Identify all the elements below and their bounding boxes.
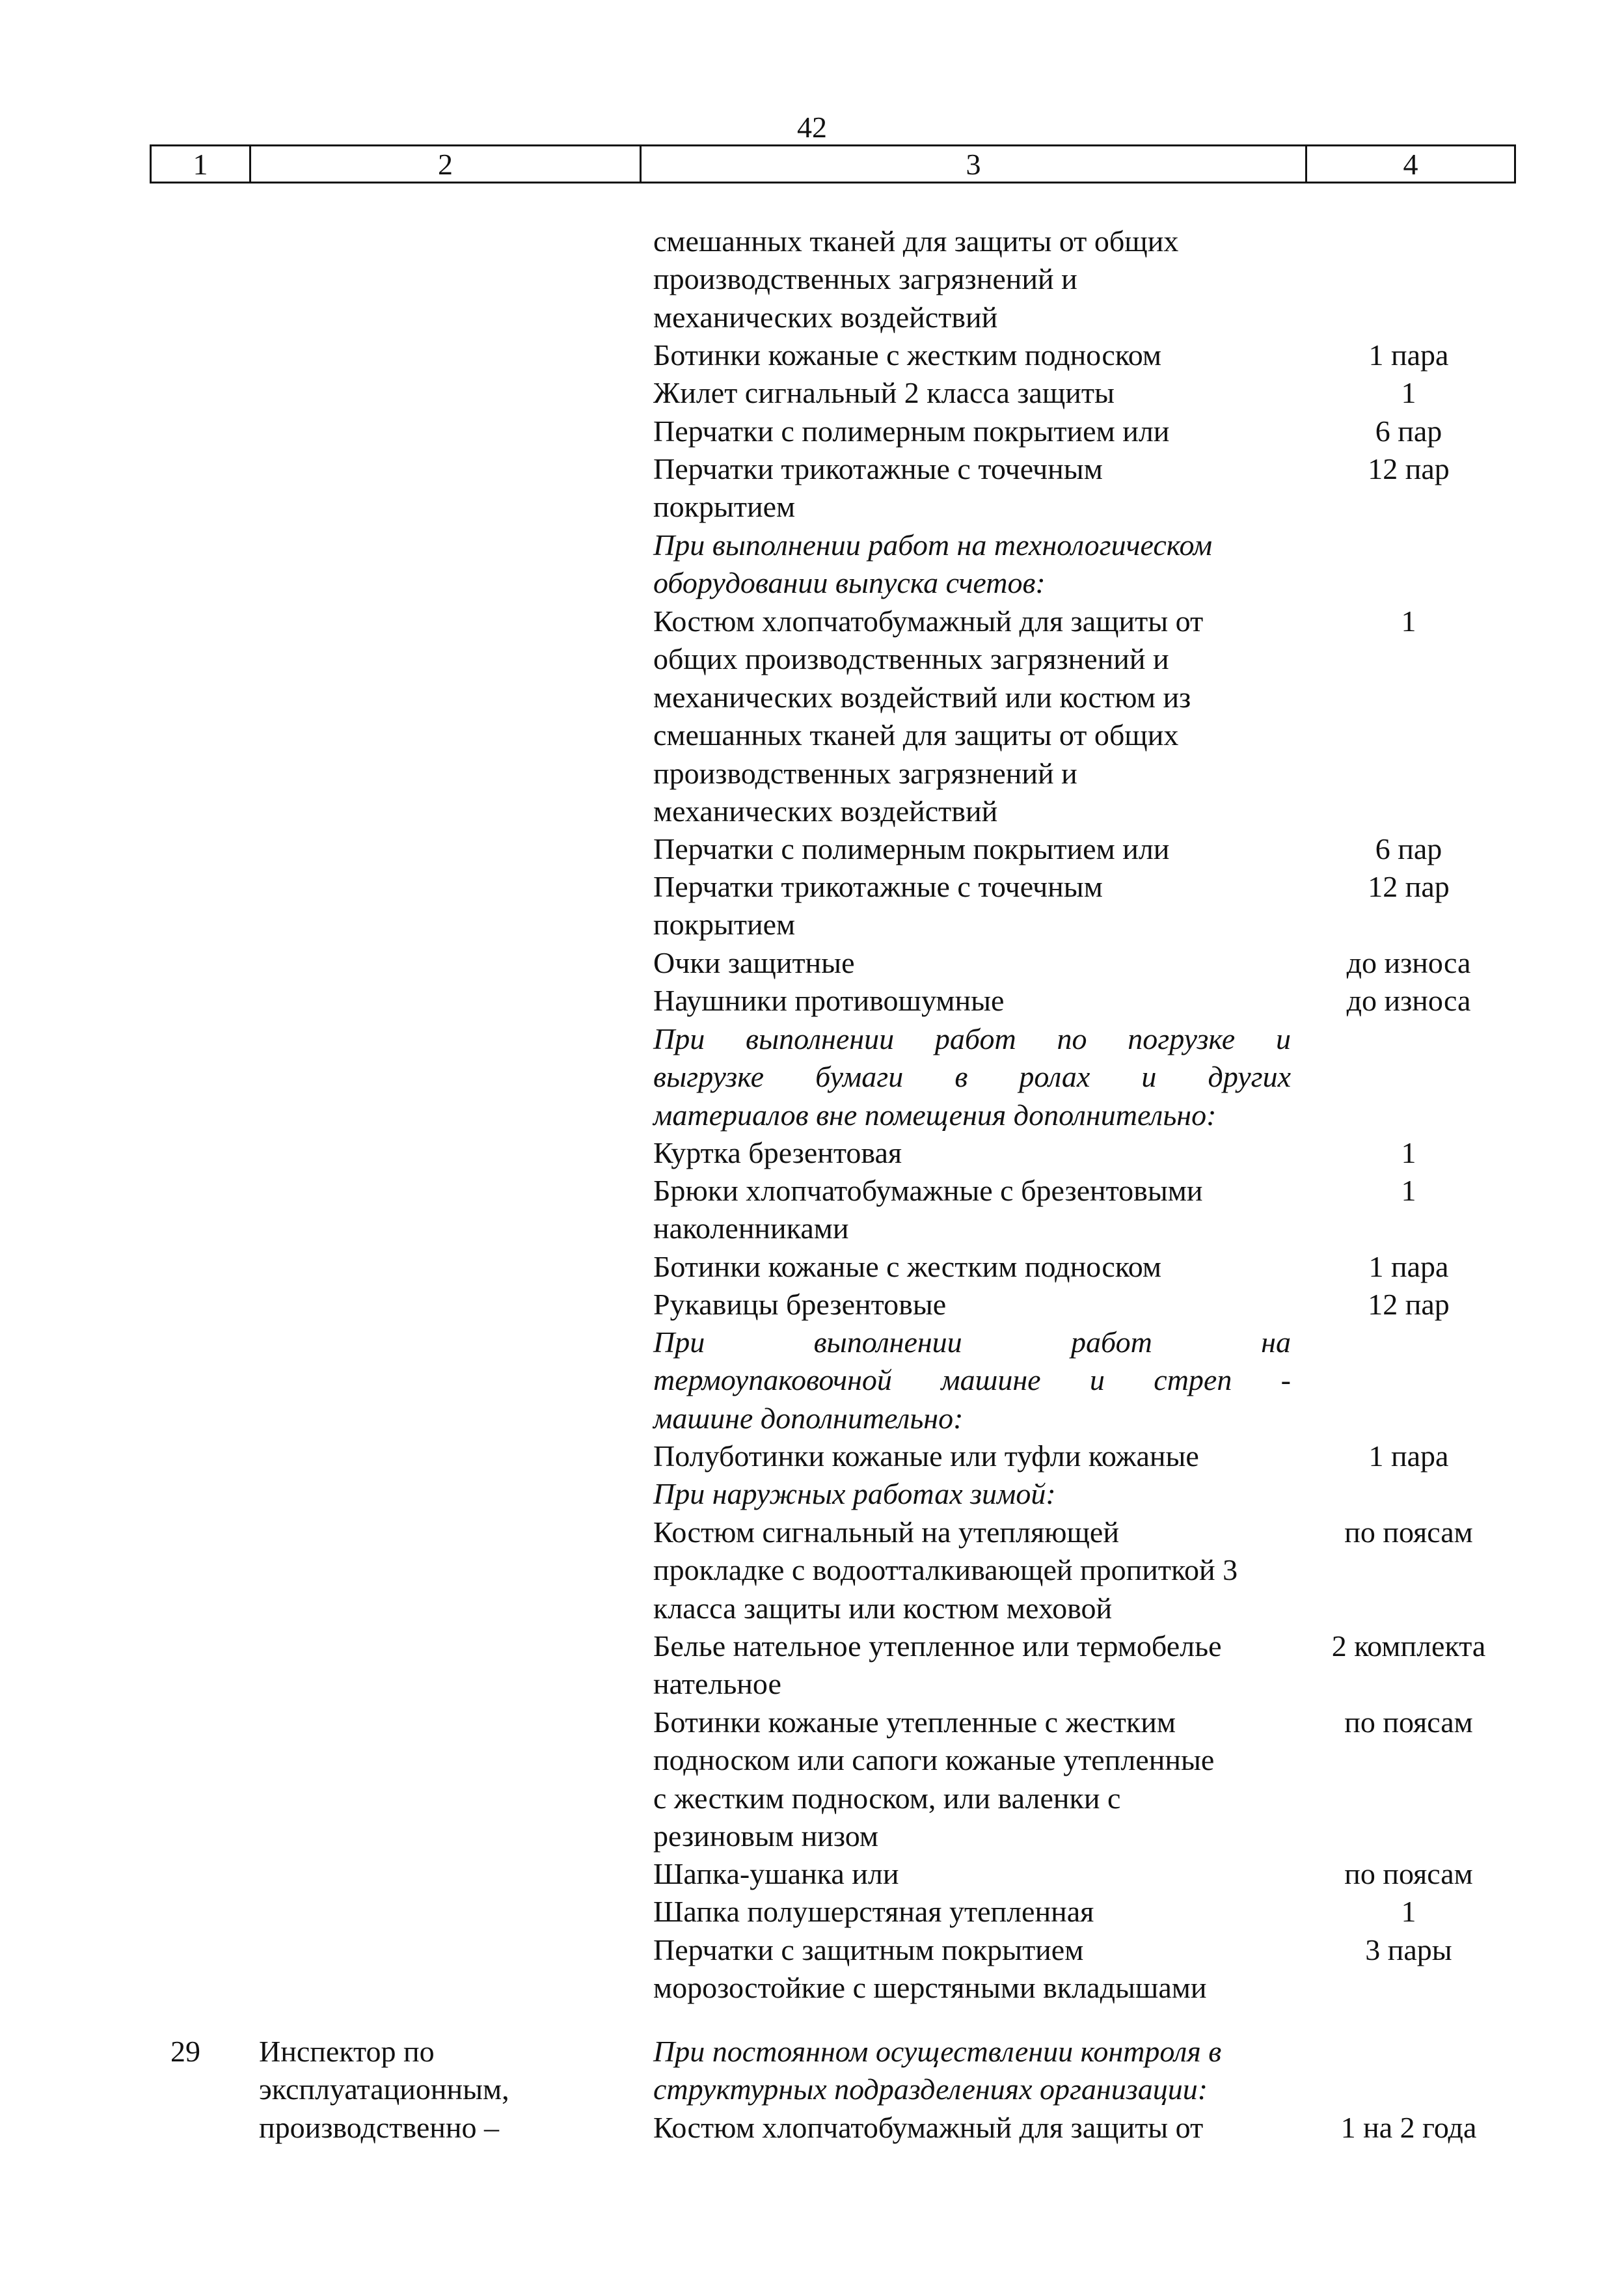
item-quantity: 1 [1401, 1174, 1416, 1207]
column-header-1: 1 [152, 146, 251, 182]
profession-name: Инспектор по эксплуатационным, производственно – [259, 2035, 509, 2144]
column-header-2: 2 [251, 146, 642, 182]
column-header-row [150, 144, 1516, 183]
item-text: Полуботинки кожаные или туфли кожаные [653, 1439, 1199, 1473]
item-quantity: до износа [1346, 946, 1471, 979]
item-quantity: по поясам [1344, 1857, 1473, 1890]
item-quantity: 1 [1401, 1136, 1416, 1169]
item-quantity: по поясам [1344, 1515, 1473, 1549]
item-text: Жилет сигнальный 2 класса защиты [653, 376, 1115, 409]
item-quantity: 1 на 2 года [1340, 2110, 1477, 2144]
item-quantity: 6 пар [1375, 832, 1442, 865]
item-quantity: 1 пара [1368, 1250, 1449, 1283]
item-text: При постоянном осуществлении контроля в структурных подразделениях организации: Костюм хлопчатобумажный для защиты от [653, 2035, 1222, 2144]
column-header-4: 4 [1403, 148, 1418, 181]
item-quantity: 2 комплекта [1331, 1629, 1486, 1663]
item-quantity: 1 [1401, 604, 1416, 638]
item-text: смешанных тканей для защиты от общих производственных загрязнений и механических воздействий [653, 224, 1179, 334]
item-text: Ботинки кожаные с жестким подноском [653, 1250, 1161, 1283]
item-quantity: 12 пар [1368, 452, 1450, 485]
item-text: Наушники противошумные [653, 984, 1005, 1017]
item-text: Ботинки кожаные утепленные с жестким подноском или сапоги кожаные утепленные с жестким подноском, или валенки с резиновым низом [653, 1705, 1215, 1853]
item-quantity: до износа [1346, 984, 1471, 1017]
item-text: Перчатки трикотажные с точечным покрытием [653, 452, 1103, 524]
item-text: Шапка-ушанка или [653, 1857, 899, 1890]
item-quantity: 3 пары [1365, 1933, 1452, 1966]
item-text: Очки защитные [653, 946, 855, 979]
page-number: 42 [797, 111, 827, 144]
item-quantity: 6 пар [1375, 414, 1442, 448]
item-text: Шапка полушерстяная утепленная [653, 1895, 1094, 1928]
item-text: Ботинки кожаные с жестким подноском [653, 338, 1161, 372]
item-quantity: 12 пар [1368, 870, 1450, 903]
item-quantity: по поясам [1344, 1705, 1473, 1739]
item-quantity: 1 пара [1368, 338, 1449, 372]
item-text: Рукавицы брезентовые [653, 1288, 947, 1321]
item-text: Белье нательное утепленное или термобелье нательное [653, 1629, 1222, 1701]
column-header-3: 3 [642, 146, 1307, 182]
item-text: Перчатки с защитным покрытием морозостойкие с шерстяными вкладышами [653, 1933, 1207, 2005]
item-text: Перчатки с полимерным покрытием или [653, 832, 1170, 865]
item-text: Перчатки с полимерным покрытием или [653, 414, 1170, 448]
entry-number: 29 [170, 2035, 200, 2068]
item-quantity: 1 [1401, 376, 1416, 409]
item-text: Перчатки трикотажные с точечным покрытием [653, 870, 1103, 942]
item-text: Брюки хлопчатобумажные с брезентовыми наколенниками [653, 1174, 1203, 1245]
item-text: Костюм сигнальный на утепляющей прокладке с водоотталкивающей пропиткой 3 класса защиты или костюм меховой [653, 1515, 1238, 1625]
item-quantity: 1 пара [1368, 1439, 1449, 1473]
item-quantity: 12 пар [1368, 1288, 1450, 1321]
item-quantity: 1 [1401, 1895, 1416, 1928]
item-text: Куртка брезентовая [653, 1136, 902, 1169]
item-text: Костюм хлопчатобумажный для защиты от общих производственных загрязнений и механических воздействий или костюм из смешанных тканей для защиты от общих производственных загрязнений и механических воздействий [653, 604, 1204, 828]
